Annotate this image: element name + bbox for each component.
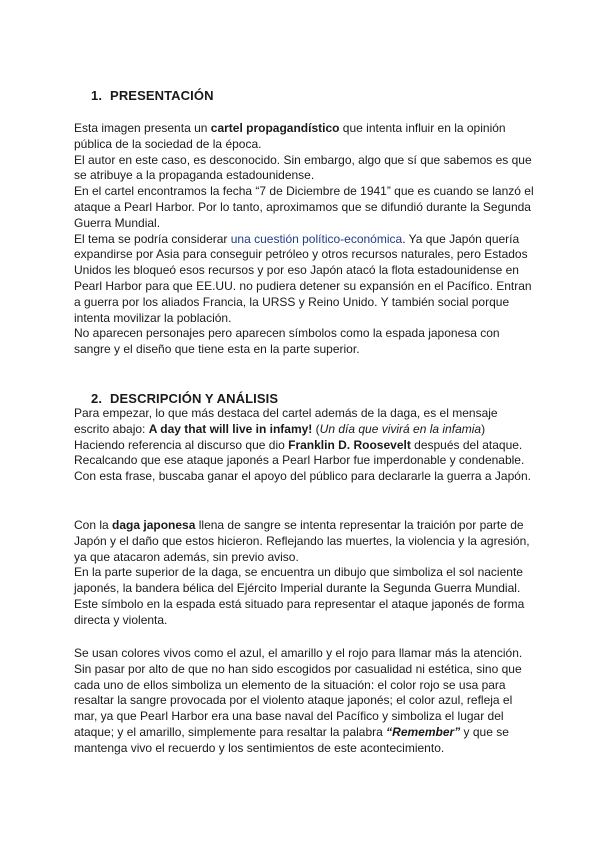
paragraph: En el cartel encontramos la fecha “7 de Diciembre de 1941” que es cuando se lanzó el ataque a Pearl Harbor. Por lo tanto, aproximamos que se difundió durante la Segunda Guerra Mundial. bbox=[74, 184, 534, 230]
section-2-number: 2. bbox=[91, 391, 103, 406]
bold-text: A day that will live in infamy! bbox=[148, 421, 313, 436]
text: después del ataque. Recalcando que ese ataque japonés a Pearl Harbor fue imperdonable y condenable. Con esta frase, buscaba ganar el apoyo del público para declararle la guerra a Japón. bbox=[74, 437, 531, 484]
text: Esta imagen presenta un bbox=[74, 121, 211, 135]
section-2-title: DESCRIPCIÓN Y ANÁLISIS bbox=[110, 391, 279, 406]
text: que intenta influir en la opinión pública de la sociedad de la época. bbox=[74, 121, 506, 151]
paragraph bbox=[74, 121, 534, 153]
paragraph: El autor en este caso, es desconocido. Sin embargo, algo que sí que sabemos es que se atribuye a la propaganda estadounidense. bbox=[74, 152, 532, 183]
text: El tema se podría considerar bbox=[74, 231, 231, 246]
section-2-heading bbox=[91, 391, 278, 406]
paragraph: En la parte superior de la daga, se encuentra un dibujo que simboliza el sol naciente japonés, la bandera bélica del Ejército Imperial durante la Segunda Guerra Mundial. Este símbolo en la espada está situado para representar el ataque japonés de forma directa y violenta. bbox=[74, 565, 525, 627]
section-1-body bbox=[74, 121, 534, 358]
paragraph bbox=[74, 232, 534, 327]
section-1-title: PRESENTACIÓN bbox=[110, 88, 214, 103]
section-1-number: 1. bbox=[91, 88, 103, 103]
text: y que se mantenga vivo el recuerdo y los sentimientos de este acontecimiento. bbox=[74, 724, 509, 755]
text: Se usan colores vivos como el azul, el amarillo y el rojo para llamar más la atención. Sin pasar por alto de que no han sido escogidos por casualidad ni estética, sino que cada uno de ellos simboliza un elemento de la situación: el color rojo se usa para resaltar la sangre provocada por el violento ataque japonés; el color azul, refleja el mar, ya que Pearl Harbor era una base naval del Pacífico y simboliza el lugar del ataque; y el amarillo, simplemente para resaltar la palabra bbox=[74, 646, 523, 739]
bold-text: daga japonesa bbox=[112, 518, 196, 532]
paragraph bbox=[74, 646, 534, 757]
text: Para empezar, lo que más destaca del cartel además de la daga, es el mensaje escrito abajo: bbox=[74, 406, 498, 436]
section-2-body-b bbox=[74, 518, 534, 629]
paragraph bbox=[74, 406, 534, 485]
paragraph: No aparecen personajes pero aparecen símbolos como la espada japonesa con sangre y el diseño que tiene esta en la parte superior. bbox=[74, 326, 500, 357]
section-2-body-c bbox=[74, 646, 534, 757]
bold-italic-text: “Remember” bbox=[386, 724, 461, 739]
text: Haciendo referencia al discurso que dio bbox=[74, 437, 289, 452]
text: . Ya que Japón quería expandirse por Asia para conseguir petróleo y otros recursos naturales, pero Estados Unidos les bloqueó esos recursos y por eso Japón atacó la flota estadounidense en Pearl Harbor para que EE.UU. no pudiera detener su expansión en el Pacífico. Entran a guerra por los aliados Francia, la URSS y Reino Unido. Y también social porque intenta movilizar la población. bbox=[74, 231, 532, 325]
paragraph bbox=[74, 518, 534, 565]
bold-text: cartel propagandístico bbox=[210, 121, 340, 135]
italic-text: Un día que vivirá en la infamia bbox=[319, 421, 482, 436]
text: ( bbox=[312, 421, 320, 436]
text: llena de sangre se intenta representar la traición por parte de Japón y el daño que estos hicieron. Reflejando las muertes, la violencia y la agresión, ya que atacaron además, sin previo aviso. bbox=[74, 518, 530, 564]
section-1-heading bbox=[91, 88, 214, 103]
highlighted-text: una cuestión político-económica bbox=[230, 231, 403, 246]
section-2-body-a bbox=[74, 406, 534, 485]
text: Con la bbox=[74, 518, 113, 532]
text: ) bbox=[481, 421, 486, 436]
bold-text: Franklin D. Roosevelt bbox=[288, 437, 411, 452]
